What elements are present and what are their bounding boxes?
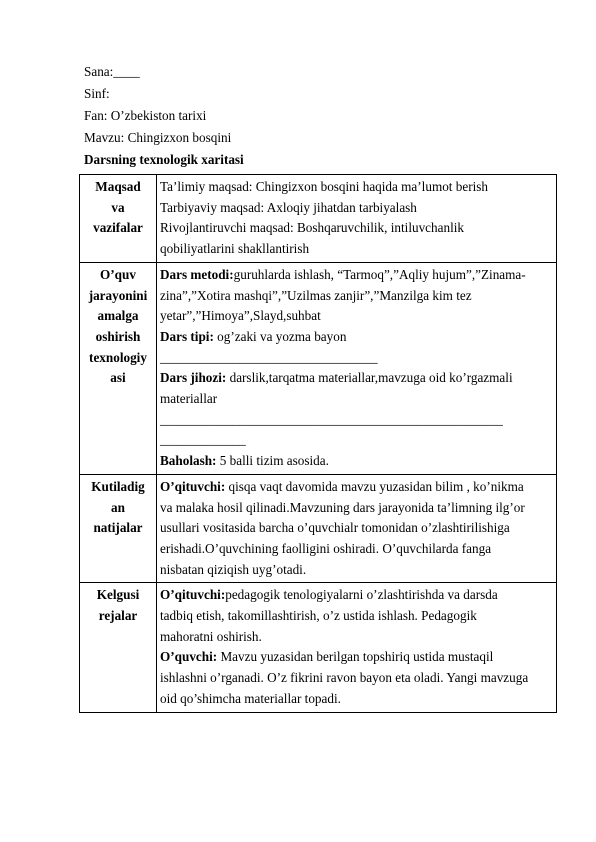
subject-line: Fan: O’zbekiston tarixi bbox=[84, 108, 207, 123]
table-row bbox=[80, 175, 557, 263]
document-title: Darsning texnologik xaritasi bbox=[84, 152, 244, 167]
row-label-goals: Maqsad va vazifalar bbox=[80, 175, 157, 263]
table-row bbox=[80, 474, 557, 583]
row-label-results: Kutiladig an natijalar bbox=[80, 474, 157, 583]
row-content-goals: Ta’limiy maqsad: Chingizxon bosqini haqida ma’lumot berish Tarbiyaviy maqsad: Axloqiy jihatdan tarbiyalash Rivojlantiruvchi maqsad: Boshqaruvchilik, intiluvchanlik qobiliyatlarini shakllantirish bbox=[157, 175, 557, 263]
row-content-results: O’qituvchi: qisqa vaqt davomida mavzu yuzasidan bilim , ko’nikma va malaka hosil qilinadi.Mavzuning dars jarayonida ta’limning ilg’or usullari vositasida barcha o’quvchialr tomonidan o’zlashtirilishiga erishadi.O’quvchining faolligini oshiradi. O’quvchilarda fanga nisbatan qiziqish uyg’otadi. bbox=[157, 474, 557, 583]
row-label-technology: O’quv jarayonini amalga oshirish texnologiy asi bbox=[80, 262, 157, 474]
grading-line: Baholash: 5 balli tizim asosida. bbox=[160, 453, 329, 469]
blank-line: ____________________________________________________ bbox=[160, 411, 503, 427]
row-content-technology: Dars metodi:guruhlarda ishlash, “Tarmoq”,”Aqliy hujum”,”Zinama- zina”,”Xotira mashqi”,”Uzilmas zanjir”,”Manzilga kim tez yetar”,”Himoya”,Slayd,suhbat Dars tipi: og’zaki va yozma bayon _________________________________ Dars jihozi: darslik,tarqatma materiallar,mavzuga oid ko’rgazmali materiallar ____________________________________________________ _____________ Baholash: 5 balli tizim asosida. bbox=[157, 262, 557, 474]
row-content-plans: O’qituvchi:pedagogik tenologiyalarni o’zlashtirishda va darsda tadbiq etish, takomillashtirish, o’z ustida ishlash. Pedagogik mahoratni oshirish. O’quvchi: Mavzu yuzasidan berilgan topshiriq ustida mustaqil ishlashni o’rganadi. O’z fikrini ravon bayon eta oladi. Yangi mavzuga oid qo’shimcha materiallar topadi. bbox=[157, 583, 557, 712]
table-row bbox=[80, 583, 557, 712]
date-line: Sana:____ bbox=[84, 64, 140, 79]
lesson-map-table bbox=[79, 174, 557, 713]
table-row bbox=[80, 262, 557, 474]
blank-line: _________________________________ bbox=[160, 349, 378, 365]
topic-line: Mavzu: Chingizxon bosqini bbox=[84, 130, 232, 145]
equipment-line: Dars jihozi: darslik,tarqatma materiallar,mavzuga oid ko’rgazmali bbox=[160, 370, 513, 386]
method-line: Dars metodi:guruhlarda ishlash, “Tarmoq”,”Aqliy hujum”,”Zinama- bbox=[160, 266, 526, 282]
lesson-type-line: Dars tipi: og’zaki va yozma bayon bbox=[160, 328, 347, 344]
class-line: Sinf: bbox=[84, 86, 110, 101]
blank-line: _____________ bbox=[160, 432, 246, 448]
row-label-plans: Kelgusi rejalar bbox=[80, 583, 157, 712]
